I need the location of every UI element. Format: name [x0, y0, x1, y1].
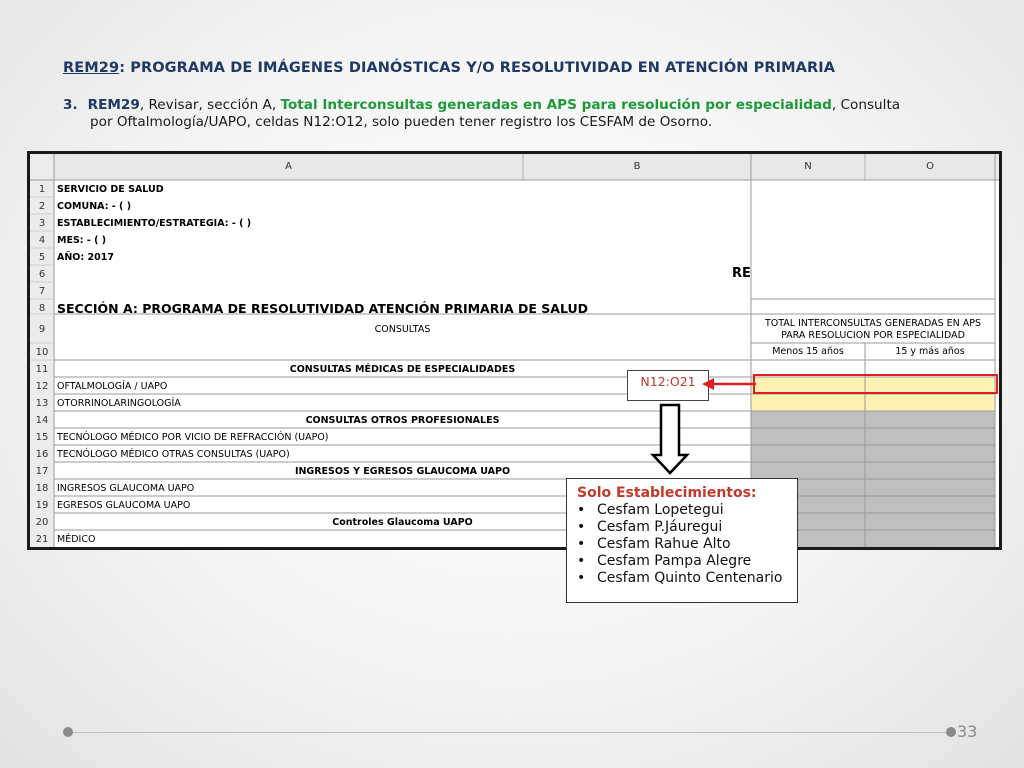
establishments-box [566, 478, 798, 603]
data-row-label: TECNÓLOGO MÉDICO OTRAS CONSULTAS (UAPO) [57, 449, 290, 460]
footer-dot-left [63, 727, 73, 737]
data-row-label: INGRESOS GLAUCOMA UAPO [57, 483, 195, 494]
row-number: 5 [38, 252, 46, 263]
row-number: 9 [38, 324, 46, 335]
row-number: 16 [35, 449, 49, 460]
header-field: MES: - ( ) [57, 235, 107, 246]
row-number: 12 [35, 381, 49, 392]
subheader-n: Menos 15 años [772, 346, 844, 357]
establishments-title: Solo Establecimientos: [577, 485, 757, 501]
data-row-label: OFTALMOLOGÍA / UAPO [57, 381, 168, 392]
row-number: 21 [35, 534, 49, 545]
establishment-item: • Cesfam Pampa Alegre [577, 553, 787, 570]
row-number: 15 [35, 432, 49, 443]
row-number: 11 [35, 364, 49, 375]
row-number: 18 [35, 483, 49, 494]
section-title: SECCIÓN A: PROGRAMA DE RESOLUTIVIDAD ATENCIÓN PRIMARIA DE SALUD [57, 301, 589, 316]
header-field: ESTABLECIMIENTO/ESTRATEGIA: - ( ) [57, 218, 252, 229]
header-field: COMUNA: - ( ) [57, 201, 132, 212]
column-header-a: A [285, 161, 292, 172]
highlight-range [753, 374, 998, 394]
row-number: 10 [35, 347, 49, 358]
establishment-item: • Cesfam Quinto Centenario [577, 570, 787, 587]
data-row-label: OTORRINOLARINGOLOGÍA [57, 398, 181, 409]
red-arrow-icon [700, 374, 760, 394]
establishments-list [577, 502, 787, 587]
row-number: 4 [38, 235, 46, 246]
item-part1: , Revisar, sección A, [139, 97, 281, 113]
page-number: 33 [957, 722, 978, 741]
item-line2: por Oftalmología/UAPO, celdas N12:O12, solo pueden tener registro los CESFAM de Osorno. [90, 114, 713, 130]
heading-code: REM29 [63, 60, 120, 76]
spreadsheet-screenshot [27, 151, 1002, 550]
header-field: AÑO: 2017 [57, 252, 114, 263]
item-highlight: Total Interconsultas generadas en APS para resolución por especialidad [280, 97, 832, 113]
partial-title: RE [732, 266, 751, 281]
group-header: INGRESOS Y EGRESOS GLAUCOMA UAPO [294, 466, 511, 477]
heading-text: : PROGRAMA DE IMÁGENES DIANÓSTICAS Y/O RESOLUTIVIDAD EN ATENCIÓN PRIMARIA [119, 60, 836, 76]
down-arrow-icon [650, 403, 690, 475]
data-row-label: MÉDICO [57, 534, 96, 545]
group-header: CONSULTAS MÉDICAS DE ESPECIALIDADES [289, 364, 516, 375]
data-row-label: TECNÓLOGO MÉDICO POR VICIO DE REFRACCIÓN (UAPO) [57, 432, 329, 443]
data-row-label: EGRESOS GLAUCOMA UAPO [57, 500, 191, 511]
footer-dot-right [946, 727, 956, 737]
header-total-line1: TOTAL INTERCONSULTAS GENERADAS EN APS [764, 318, 982, 329]
row-number: 1 [38, 184, 46, 195]
footer-line [68, 732, 951, 733]
row-number: 17 [35, 466, 49, 477]
row-number: 2 [38, 201, 46, 212]
row-number: 13 [35, 398, 49, 409]
header-total-line2: PARA RESOLUCION POR ESPECIALIDAD [781, 330, 965, 341]
header-field: SERVICIO DE SALUD [57, 184, 164, 195]
row-number: 3 [38, 218, 46, 229]
instruction-item [63, 97, 953, 131]
row-number: 7 [38, 286, 46, 297]
range-label: N12:O21 [627, 370, 709, 401]
group-header: Controles Glaucoma UAPO [332, 517, 473, 528]
column-header-o: O [926, 161, 934, 172]
column-header-n: N [804, 161, 812, 172]
subheader-o: 15 y más años [895, 346, 965, 357]
item-number: 3. [63, 97, 78, 113]
row-number: 20 [35, 517, 49, 528]
row-number: 14 [35, 415, 49, 426]
group-header: CONSULTAS OTROS PROFESIONALES [305, 415, 500, 426]
establishment-item: • Cesfam Lopetegui [577, 502, 787, 519]
column-header-b: B [633, 161, 641, 172]
establishment-item: • Cesfam P.Jáuregui [577, 519, 787, 536]
item-code: REM29 [87, 97, 140, 113]
establishment-item: • Cesfam Rahue Alto [577, 536, 787, 553]
row-number: 19 [35, 500, 49, 511]
row-number: 8 [38, 303, 46, 314]
slide-heading [63, 60, 963, 76]
item-part2: , Consulta [831, 97, 901, 113]
row-number: 6 [38, 269, 46, 280]
consultas-header: CONSULTAS [374, 324, 431, 335]
